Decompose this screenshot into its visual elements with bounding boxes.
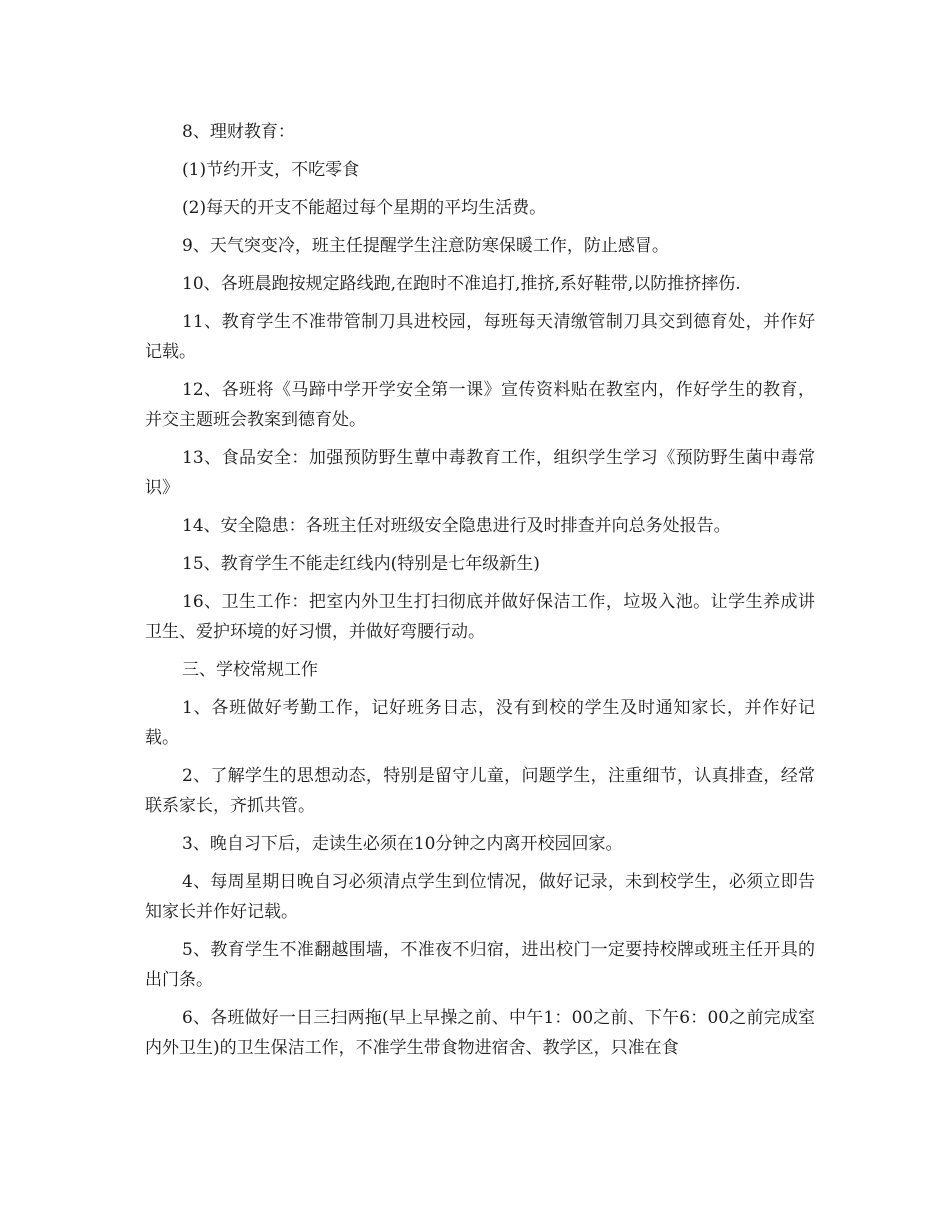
paragraph-item-10-running: 10、各班晨跑按规定路线跑,在跑时不准追打,推挤,系好鞋带,以防推挤摔伤. bbox=[182, 274, 741, 294]
paragraph-sub-2-budget: (2)每天的开支不能超过每个星期的平均生活费。 bbox=[182, 198, 547, 218]
paragraph-item-14-hazards: 14、安全隐患：各班主任对班级安全隐患进行及时排查并向总务处报告。 bbox=[182, 516, 731, 536]
paragraph-item-15-red-line: 15、教育学生不能走红线内(特别是七年级新生) bbox=[182, 554, 540, 574]
paragraph-item-8-finance: 8、理财教育： bbox=[182, 122, 295, 142]
paragraph-item-13-food-safety: 13、食品安全：加强预防野生蕈中毒教育工作，组织学生学习《预防野生菌中毒常识》 bbox=[145, 448, 815, 498]
section-heading-routine-work: 三、学校常规工作 bbox=[182, 660, 318, 680]
paragraph-item-9-weather: 9、天气突变冷，班主任提醒学生注意防寒保暖工作，防止感冒。 bbox=[182, 236, 669, 256]
paragraph-item-12-safety-lesson: 12、各班将《马蹄中学开学安全第一课》宣传资料贴在教室内，作好学生的教育，并交主题班会教案到德育处。 bbox=[145, 380, 815, 430]
paragraph-item-16-hygiene: 16、卫生工作：把室内外卫生打扫彻底并做好保洁工作，垃圾入池。让学生养成讲卫生、爱护环境的好习惯，并做好弯腰行动。 bbox=[145, 592, 815, 642]
paragraph-routine-5-wall: 5、教育学生不准翻越围墙，不准夜不归宿，进出校门一定要持校牌或班主任开具的出门条。 bbox=[145, 940, 815, 990]
paragraph-item-11-knives: 11、教育学生不准带管制刀具进校园，每班每天清缴管制刀具交到德育处，并作好记载。 bbox=[145, 312, 815, 362]
document-body bbox=[145, 117, 815, 1071]
paragraph-routine-4-sunday-check: 4、每周星期日晚自习必须清点学生到位情况，做好记录，未到校学生，必须立即告知家长并作好记载。 bbox=[145, 872, 815, 922]
paragraph-routine-2-student-mood: 2、了解学生的思想动态，特别是留守儿童，问题学生，注重细节，认真排查，经常联系家长，齐抓共管。 bbox=[145, 766, 815, 816]
paragraph-routine-3-evening-study: 3、晚自习下后，走读生必须在10分钟之内离开校园回家。 bbox=[182, 834, 623, 854]
paragraph-routine-6-cleaning: 6、各班做好一日三扫两拖(早上早操之前、中午1：00之前、下午6：00之前完成室内外卫生)的卫生保洁工作，不准学生带食物进宿舍、教学区，只准在食 bbox=[145, 1008, 815, 1058]
paragraph-routine-1-attendance: 1、各班做好考勤工作，记好班务日志，没有到校的学生及时通知家长，并作好记载。 bbox=[145, 698, 815, 748]
paragraph-sub-1-save: (1)节约开支，不吃零食 bbox=[182, 160, 360, 180]
